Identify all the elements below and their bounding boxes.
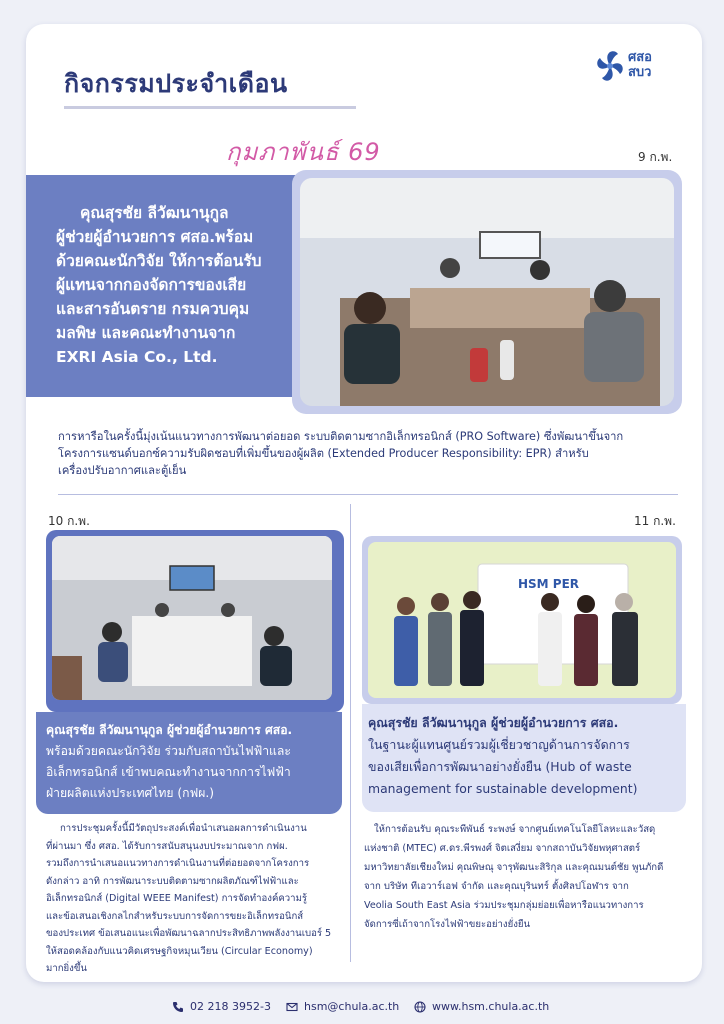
hsm-banner-text: HSM PER: [518, 577, 580, 591]
event2-heading-panel: คุณสุรชัย ลีวัฒนานุกูล ผู้ช่วยผู้อำนวยการ ศสอ. พร้อมด้วยคณะนักวิจัย ร่วมกับสถาบันไฟฟ้าและ อิเล็กทรอนิกส์ เข้าพบคณะทำงานจากการไฟฟ้า ฝ่ายผลิตแห่งประเทศไทย (กฟผ.): [36, 712, 342, 814]
phone-icon: [172, 1001, 184, 1013]
event1-date: 9 ก.พ.: [638, 150, 673, 164]
title-underline: [64, 106, 356, 109]
event2-description: การประชุมครั้งนี้มีวัตถุประสงค์เพื่อนำเสนอผลการดำเนินงาน ที่ผ่านมา ซึ่ง ศสอ. ได้รับการสนับสนุนงบประมาณจาก กฟผ. รวมถึงการนำเสนอแนวทางการดำเนินงานที่ต่อยอดจากโครงการ ดังกล่าว อาทิ การพัฒนาระบบติดตามซากผลิตภัณฑ์ไฟฟ้าและ อิเล็กทรอนิกส์ (Digital WEEE Manifest) การจัดทำองค์ความรู้ และข้อเสนอเชิงกลไกสำหรับระบบการจัดการขยะอิเล็กทรอนิกส์ ของประเทศ ข้อเสนอแนะเพื่อพัฒนาฉลากประสิทธิภาพพลังงานเบอร์ 5 ให้สอดคล้องกับแนวคิดเศรษฐกิจหมุนเวียน (Circular Economy) มากยิ่งขึ้น: [46, 823, 332, 974]
footer-website[interactable]: www.hsm.chula.ac.th: [414, 1000, 549, 1013]
event1-heading-panel: คุณสุรชัย ลีวัฒนานุกูล ผู้ช่วยผู้อำนวยการ ศสอ.พร้อม ด้วยคณะนักวิจัย ให้การต้อนรับ ผู้แทนจากกองจัดการของเสีย และสารอันตราย กรมควบคุม มลพิษ และคณะทำงานจาก EXRI Asia Co., Ltd.: [26, 175, 316, 397]
footer: [0, 1000, 724, 1020]
mail-icon: [286, 1001, 298, 1013]
event2-meeting-photo: [52, 536, 332, 700]
pinwheel-logo-icon: [592, 46, 628, 86]
hsm-logo: [592, 46, 672, 94]
event3-date: 11 ก.พ.: [634, 514, 676, 528]
event3-heading-panel: คุณสุรชัย ลีวัฒนานุกูล ผู้ช่วยผู้อำนวยการ ศสอ. ในฐานะผู้แทนศูนย์รวมผู้เชี่ยวชาญด้านการจัดการ ของเสียเพื่อการพัฒนาอย่างยั่งยืน (Hub of waste management for sustainable development): [362, 704, 686, 812]
month-subtitle: กุมภาพันธ์ 69: [226, 138, 381, 166]
newsletter-card: [26, 24, 702, 982]
section-divider: [58, 494, 678, 495]
event1-meeting-photo: [300, 178, 674, 406]
event1-description: การหารือในครั้งนี้มุ่งเน้นแนวทางการพัฒนาต่อยอด ระบบติดตามซากอิเล็กทรอนิกส์ (PRO Software) ซึ่งพัฒนาขึ้นจาก โครงการแซนด์บอกซ์ความรับผิดชอบที่เพิ่มขึ้นของผู้ผลิต (Extended Producer Responsibility: EPR) สำหรับ เครื่องปรับอากาศและตู้เย็น: [58, 430, 624, 477]
footer-email[interactable]: hsm@chula.ac.th: [286, 1000, 399, 1013]
column-divider: [350, 504, 351, 962]
footer-phone: 02 218 3952-3: [172, 1000, 271, 1013]
globe-icon: [414, 1001, 426, 1013]
event2-date: 10 ก.พ.: [48, 514, 90, 528]
event3-group-photo: [368, 542, 676, 698]
page-title: กิจกรรมประจำเดือน: [64, 69, 288, 98]
event3-description: ให้การต้อนรับ คุณระพีพันธ์ ระพงษ์ จากศูนย์เทคโนโลยีโลหะและวัสดุ แห่งชาติ (MTEC) ศ.ดร.พีรพงศ์ จิตเสงี่ยม จากสถาบันวิจัยพหุศาสตร์ มหาวิทยาลัยเชียงใหม่ คุณพิษณุ จารุพัฒนะสิริกุล และคุณมนต์ชัย พูนภักดี จาก บริษัท ทีเอวาร์เอฟ จำกัด และคุณบุรินทร์ ตั้งศิลปโอฬาร จาก Veolia South East Asia ร่วมประชุมกลุ่มย่อยเพื่อหารือแนวทางการ จัดการซี่เถ้าจากโรงไฟฟ้าขยะอย่างยั่งยืน: [364, 824, 664, 930]
logo-text: ศสอ สบว: [628, 50, 652, 80]
